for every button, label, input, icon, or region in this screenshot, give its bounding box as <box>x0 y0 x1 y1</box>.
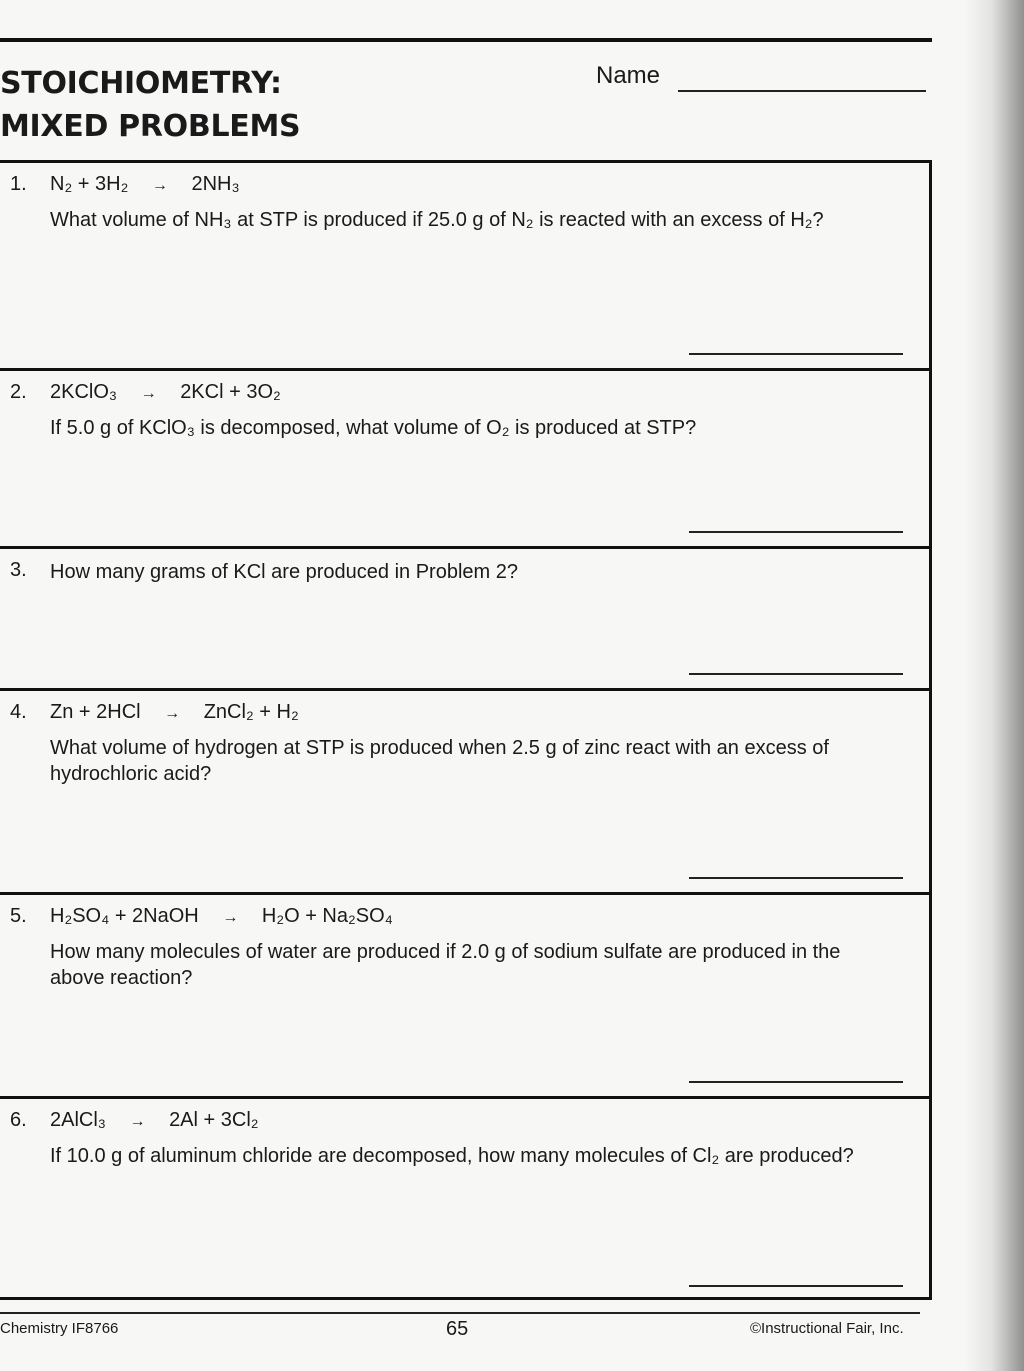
problem-question: If 10.0 g of aluminum chloride are decomposed, how many molecules of Cl₂ are produced? <box>50 1145 854 1167</box>
footer-rule <box>0 1312 920 1314</box>
equation-products: ZnCl₂ + H₂ <box>203 701 299 723</box>
answer-line[interactable] <box>689 353 903 355</box>
name-label: Name <box>596 62 661 89</box>
problem-number: 5. <box>10 905 27 927</box>
name-field[interactable] <box>678 90 926 92</box>
arrow-icon: → <box>222 909 239 926</box>
footer-book-code: Chemistry IF8766 <box>0 1320 119 1337</box>
problem-equation <box>50 701 299 724</box>
equation-products: 2NH₃ <box>191 173 240 195</box>
problem-3 <box>0 546 929 688</box>
problem-number: 4. <box>10 701 27 723</box>
title-line-2: MIXED PROBLEMS <box>0 109 301 144</box>
problem-6 <box>0 1096 929 1300</box>
answer-line[interactable] <box>689 673 903 675</box>
answer-line[interactable] <box>689 877 903 879</box>
equation-reactants: Zn + 2HCl <box>50 701 141 723</box>
problem-5 <box>0 892 929 1096</box>
problem-number: 6. <box>10 1109 27 1131</box>
problem-number: 2. <box>10 381 27 403</box>
problem-question: How many molecules of water are produced if 2.0 g of sodium sulfate are produced in the above reaction? <box>50 941 841 989</box>
arrow-icon: → <box>140 385 157 402</box>
problem-number: 1. <box>10 173 27 195</box>
footer-copyright: ©Instructional Fair, Inc. <box>750 1320 904 1337</box>
problem-4 <box>0 688 929 892</box>
page-number: 65 <box>446 1318 469 1340</box>
problem-question: What volume of NH₃ at STP is produced if 25.0 g of N₂ is reacted with an excess of H₂? <box>50 209 824 231</box>
equation-reactants: N₂ + 3H₂ <box>50 173 129 195</box>
answer-line[interactable] <box>689 1285 903 1287</box>
equation-reactants: 2KClO₃ <box>50 381 118 403</box>
problem-equation <box>50 1109 259 1132</box>
top-rule <box>0 38 932 42</box>
equation-reactants: 2AlCl₃ <box>50 1109 106 1131</box>
problem-number: 3. <box>10 559 27 581</box>
problem-question: If 5.0 g of KClO₃ is decomposed, what volume of O₂ is produced at STP? <box>50 417 697 439</box>
equation-products: 2KCl + 3O₂ <box>180 381 281 403</box>
problem-equation <box>50 905 393 928</box>
page-edge-shadow <box>964 0 1024 1371</box>
equation-products: 2Al + 3Cl₂ <box>169 1109 259 1131</box>
problem-equation <box>50 381 281 404</box>
problem-2 <box>0 368 929 546</box>
arrow-icon: → <box>129 1113 146 1130</box>
equation-reactants: H₂SO₄ + 2NaOH <box>50 905 199 927</box>
problem-equation <box>50 173 240 196</box>
problems-box <box>0 160 932 1300</box>
answer-line[interactable] <box>689 531 903 533</box>
answer-line[interactable] <box>689 1081 903 1083</box>
problem-question: How many grams of KCl are produced in Problem 2? <box>50 561 518 583</box>
problem-question: What volume of hydrogen at STP is produced when 2.5 g of zinc react with an excess of hydrochloric acid? <box>50 737 829 785</box>
arrow-icon: → <box>151 177 168 194</box>
arrow-icon: → <box>164 705 181 722</box>
equation-products: H₂O + Na₂SO₄ <box>261 905 393 927</box>
problem-1 <box>0 163 929 368</box>
worksheet-title <box>0 62 300 148</box>
title-line-1: STOICHIOMETRY: <box>0 66 282 101</box>
